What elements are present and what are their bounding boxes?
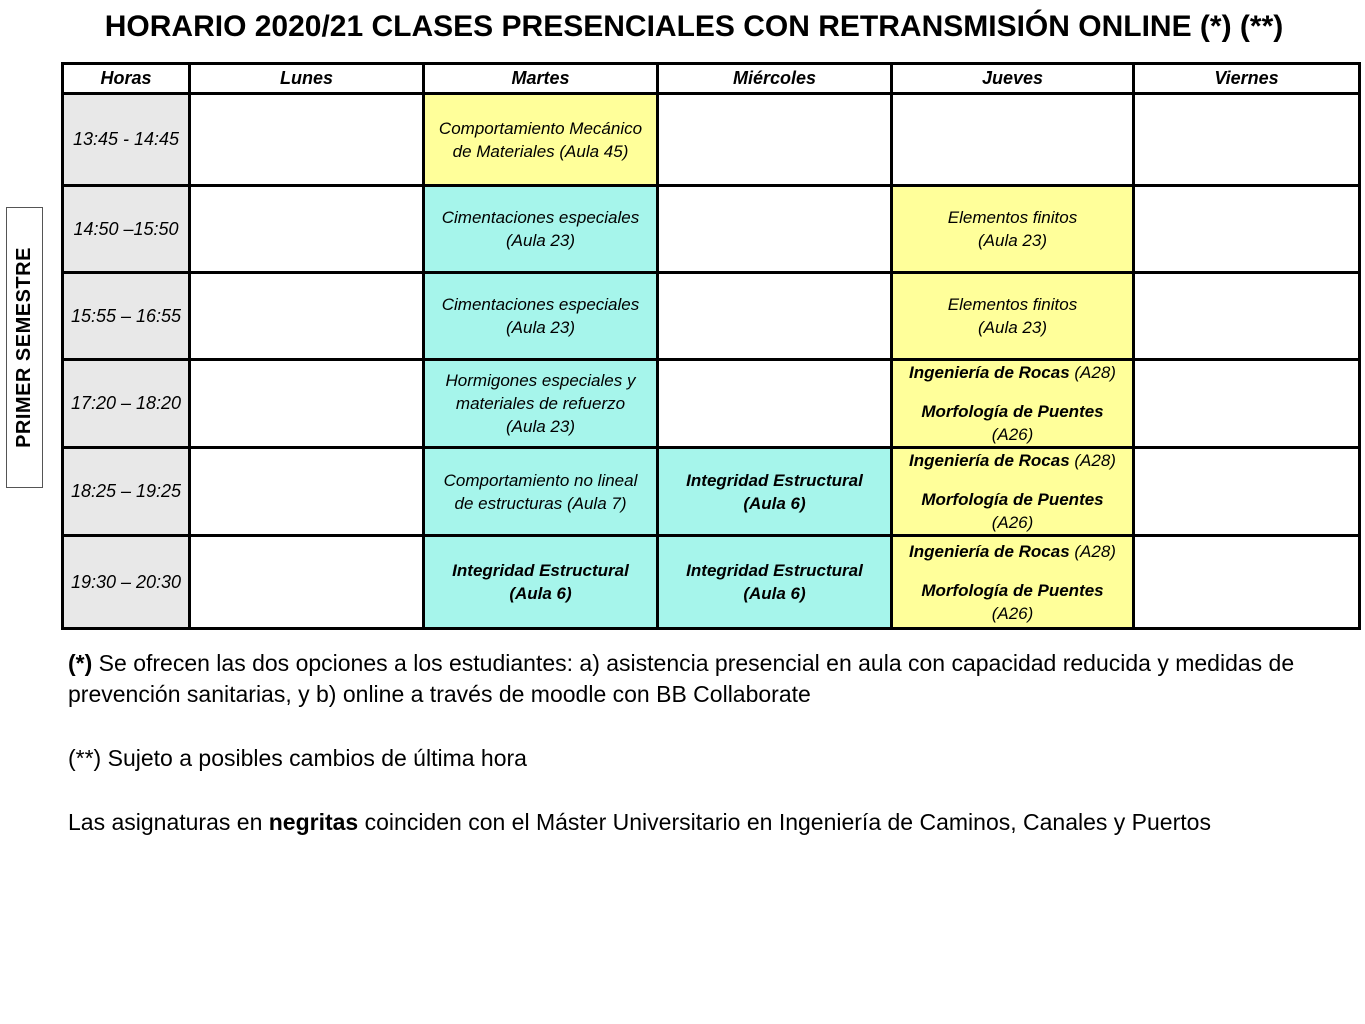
- miercoles-cell: [658, 94, 892, 186]
- jueves-cell: [892, 273, 1134, 360]
- viernes-cell: [1134, 536, 1360, 629]
- class-name: Elementos finitos: [947, 208, 1078, 227]
- semester-label: PRIMER SEMESTRE: [13, 247, 36, 448]
- time-cell: 17:20 – 18:20: [63, 360, 190, 448]
- header-martes: Martes: [424, 64, 658, 94]
- lunes-cell: [190, 448, 424, 536]
- class-room: (A26): [991, 603, 1034, 623]
- jueves-cell: [892, 186, 1134, 273]
- viernes-cell: [1134, 273, 1360, 360]
- class-name: Cimentaciones especiales: [441, 295, 640, 314]
- lunes-cell: [190, 536, 424, 629]
- time-cell: 13:45 - 14:45: [63, 94, 190, 186]
- miercoles-cell: [658, 448, 892, 536]
- class-name: Cimentaciones especiales: [441, 208, 640, 227]
- class-room: (Aula 6): [743, 493, 806, 513]
- class-name: Morfología de Puentes: [921, 402, 1104, 421]
- table-row: [63, 536, 1360, 629]
- time-cell: 15:55 – 16:55: [63, 273, 190, 360]
- lunes-cell: [190, 360, 424, 448]
- class-name: Ingeniería de Rocas: [909, 541, 1070, 561]
- class-name: materiales de refuerzo: [455, 394, 626, 413]
- footnote-1-mark: (*): [68, 650, 93, 676]
- footnote-3-bold: negritas: [268, 809, 359, 835]
- table-row: [63, 360, 1360, 448]
- header-lunes: Lunes: [190, 64, 424, 94]
- lunes-cell: [190, 186, 424, 273]
- martes-cell: [424, 360, 658, 448]
- class-name: Elementos finitos: [947, 295, 1078, 314]
- class-room: (A28): [1069, 451, 1116, 470]
- class-room: (Aula 23): [506, 231, 575, 250]
- class-name: Morfología de Puentes: [921, 490, 1104, 509]
- martes-cell: [424, 536, 658, 629]
- class-room: (Aula 23): [506, 318, 575, 337]
- page-title: HORARIO 2020/21 CLASES PRESENCIALES CON RETRANSMISIÓN ONLINE (*) (**): [104, 10, 1284, 43]
- footnote-1: [68, 648, 1358, 710]
- miercoles-cell: [658, 360, 892, 448]
- footnote-2: (**) Sujeto a posibles cambios de última hora: [68, 745, 527, 771]
- viernes-cell: [1134, 94, 1360, 186]
- martes-cell: [424, 186, 658, 273]
- header-jueves: Jueves: [892, 64, 1134, 94]
- time-cell: 14:50 –15:50: [63, 186, 190, 273]
- class-name: Comportamiento Mecánico: [438, 118, 643, 138]
- class-entry: [895, 361, 1130, 384]
- class-room: (A26): [991, 513, 1034, 532]
- viernes-cell: [1134, 448, 1360, 536]
- header-viernes: Viernes: [1134, 64, 1360, 94]
- martes-cell: [424, 273, 658, 360]
- class-room: (A28): [1069, 363, 1116, 382]
- martes-cell: [424, 94, 658, 186]
- time-cell: 19:30 – 20:30: [63, 536, 190, 629]
- header-row: [63, 64, 1360, 94]
- lunes-cell: [190, 273, 424, 360]
- lunes-cell: [190, 94, 424, 186]
- jueves-cell: [892, 536, 1134, 629]
- miercoles-cell: [658, 273, 892, 360]
- table-row: [63, 273, 1360, 360]
- table-row: [63, 94, 1360, 186]
- class-room: (A28): [1069, 541, 1116, 561]
- table-row: [63, 448, 1360, 536]
- viernes-cell: [1134, 186, 1360, 273]
- table-row: [63, 186, 1360, 273]
- header-miercoles: Miércoles: [658, 64, 892, 94]
- class-name: Ingeniería de Rocas: [909, 451, 1070, 470]
- class-room: (Aula 6): [509, 584, 572, 603]
- jueves-cell: [892, 448, 1134, 536]
- jueves-cell: [892, 360, 1134, 448]
- class-room: (Aula 6): [743, 584, 806, 603]
- class-name: Morfología de Puentes: [921, 580, 1104, 600]
- class-room: (A26): [991, 425, 1034, 444]
- class-name: Integridad Estructural: [686, 561, 863, 580]
- footnote-1-text: Se ofrecen las dos opciones a los estudiantes: a) asistencia presencial en aula con capacidad reducida y medidas de prevención sanitarias, y b) online a través de moodle con BB Collaborate: [68, 650, 1295, 707]
- class-name: Integridad Estructural: [686, 470, 863, 490]
- class-entry: [895, 449, 1130, 472]
- class-room: de Materiales (Aula 45): [452, 141, 629, 161]
- class-name: Ingeniería de Rocas: [909, 363, 1070, 382]
- jueves-cell: [892, 94, 1134, 186]
- footnote-3-post: coinciden con el Máster Universitario en Ingeniería de Caminos, Canales y Puertos: [358, 809, 1211, 835]
- class-room: (Aula 23): [978, 318, 1047, 337]
- schedule-table: [61, 62, 1361, 630]
- class-name: Integridad Estructural: [452, 561, 629, 580]
- miercoles-cell: [658, 186, 892, 273]
- martes-cell: [424, 448, 658, 536]
- footnotes: [68, 648, 1358, 838]
- class-name: Comportamiento no lineal: [443, 470, 638, 490]
- class-room: (Aula 23): [506, 417, 575, 436]
- time-cell: 18:25 – 19:25: [63, 448, 190, 536]
- class-entry: [895, 540, 1130, 563]
- class-room: de estructuras (Aula 7): [454, 493, 627, 513]
- miercoles-cell: [658, 536, 892, 629]
- viernes-cell: [1134, 360, 1360, 448]
- class-room: (Aula 23): [978, 231, 1047, 250]
- footnote-3-pre: Las asignaturas en: [68, 809, 269, 835]
- footnote-3: [68, 807, 1358, 838]
- header-horas: Horas: [63, 64, 190, 94]
- class-name: Hormigones especiales y: [445, 371, 636, 390]
- semester-label-box: [6, 207, 43, 488]
